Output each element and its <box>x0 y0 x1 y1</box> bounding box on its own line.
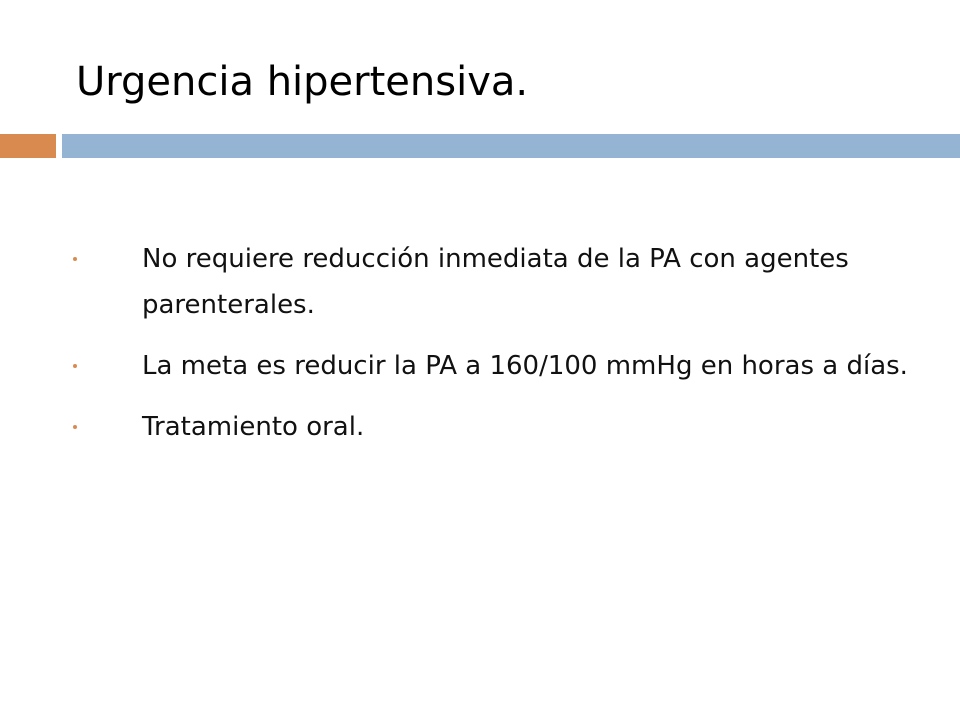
bullet-text: Tratamiento oral. <box>142 412 365 442</box>
bullet-text: No requiere reducción inmediata de la PA con agentes parenterales. <box>142 244 849 320</box>
title-underline-bar <box>62 134 960 158</box>
bullet-text: La meta es reducir la PA a 160/100 mmHg en horas a días. <box>142 351 908 381</box>
bullet-item <box>70 236 920 328</box>
slide-title: Urgencia hipertensiva. <box>76 59 529 105</box>
bullet-dot-icon <box>73 425 77 429</box>
bullet-item <box>70 343 920 389</box>
bullet-list <box>70 236 920 465</box>
bullet-item <box>70 404 920 450</box>
bullet-dot-icon <box>73 364 77 368</box>
title-accent-bar <box>0 134 56 158</box>
bullet-dot-icon <box>73 257 77 261</box>
